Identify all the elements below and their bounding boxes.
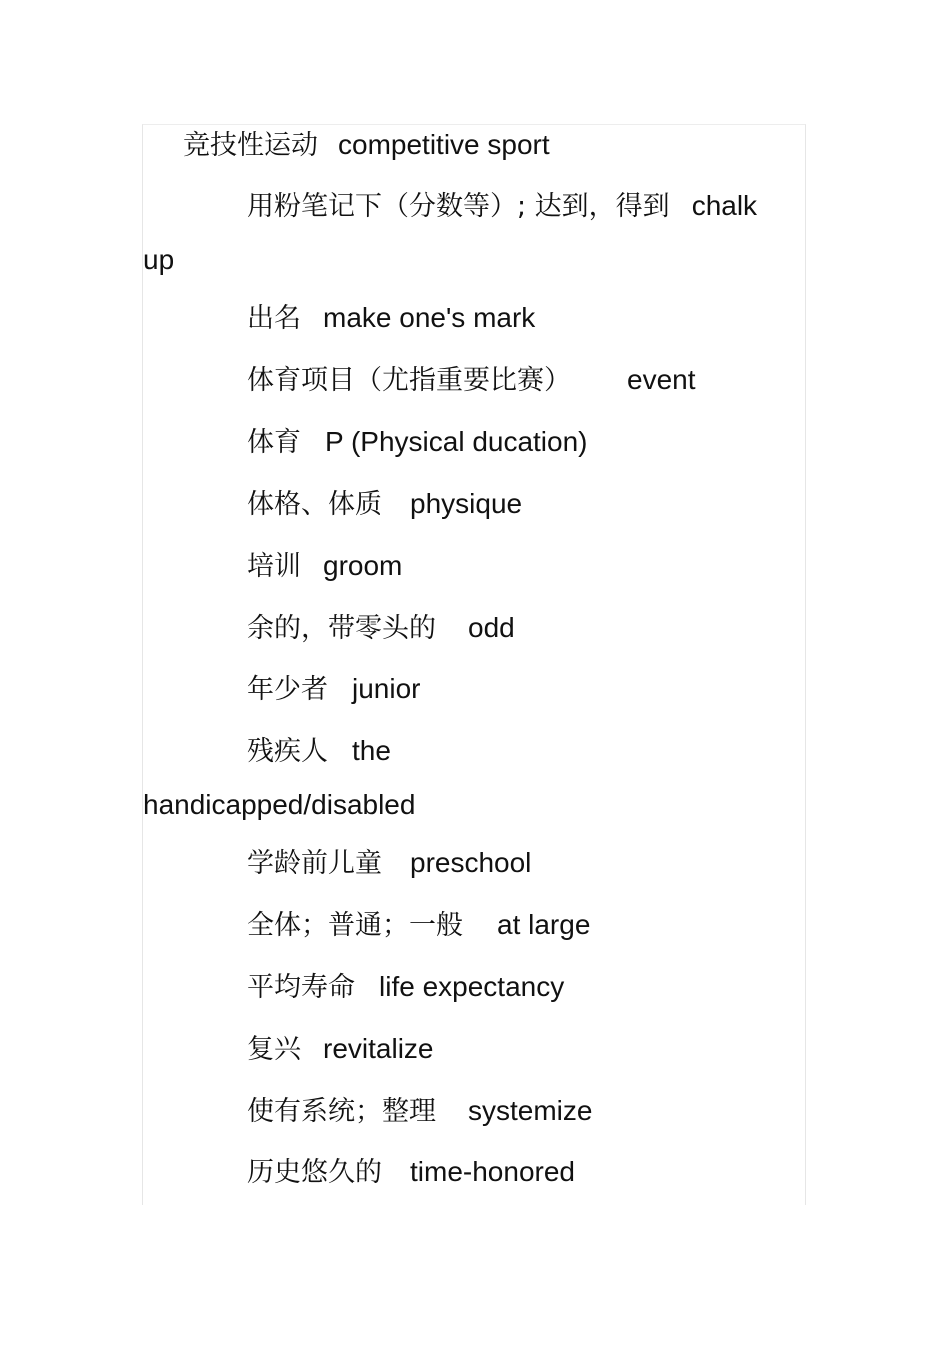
vocab-entry: [247, 611, 515, 646]
english-term: time-honored: [410, 1156, 575, 1187]
english-term: systemize: [468, 1095, 593, 1126]
english-term-continuation: up: [143, 244, 175, 275]
vocab-entry: [247, 301, 535, 336]
english-term: P (Physical ducation): [325, 426, 588, 457]
page-frame: [142, 124, 806, 1205]
vocab-entry: [247, 1094, 592, 1129]
english-term: preschool: [410, 847, 532, 878]
english-term: groom: [323, 550, 403, 581]
chinese-term: 残疾人: [247, 736, 328, 767]
chinese-term: 平均寿命: [247, 972, 355, 1003]
chinese-term: 出名: [247, 303, 301, 334]
chinese-term: 使有系统；整理: [247, 1096, 436, 1127]
english-term: junior: [352, 673, 421, 704]
vocab-entry: [247, 189, 757, 224]
english-term: odd: [468, 612, 515, 643]
english-term: revitalize: [323, 1033, 434, 1064]
vocab-entry: [247, 908, 590, 943]
vocab-entry: [247, 734, 391, 769]
english-term: the: [352, 735, 391, 766]
chinese-term: 复兴: [247, 1034, 301, 1065]
chinese-term: 年少者: [247, 674, 328, 705]
chinese-term: 培训: [247, 551, 301, 582]
chinese-term: 用粉笔记下（分数等）; 达到，得到: [247, 191, 670, 222]
vocab-entry: [183, 128, 550, 163]
vocab-entry: [247, 487, 522, 522]
vocab-entry: [247, 425, 588, 460]
english-term: at large: [497, 909, 591, 940]
english-term: physique: [410, 488, 523, 519]
vocab-entry: [247, 1032, 433, 1067]
chinese-term: 体育项目（尤指重要比赛）: [247, 365, 571, 396]
english-term: competitive sport: [338, 129, 550, 160]
vocab-entry: [247, 672, 420, 707]
english-term-continuation: handicapped/disabled: [143, 789, 416, 820]
chinese-term: 体格、体质: [247, 489, 382, 520]
chinese-term: 余的，带零头的: [247, 613, 436, 644]
vocab-entry: [247, 1155, 575, 1190]
chinese-term: 学龄前儿童: [247, 848, 382, 879]
vocab-entry: [247, 846, 531, 881]
english-term: chalk: [691, 190, 758, 221]
english-term: life expectancy: [379, 971, 565, 1002]
vocab-entry: [247, 549, 402, 584]
vocab-entry: [247, 970, 564, 1005]
english-term: make one's mark: [323, 302, 536, 333]
chinese-term: 历史悠久的: [247, 1157, 382, 1188]
english-term: event: [627, 364, 696, 395]
vocab-entry: [247, 363, 696, 398]
chinese-term: 竞技性运动: [183, 130, 318, 161]
chinese-term: 体育: [247, 427, 301, 458]
chinese-term: 全体；普通；一般: [247, 910, 463, 941]
